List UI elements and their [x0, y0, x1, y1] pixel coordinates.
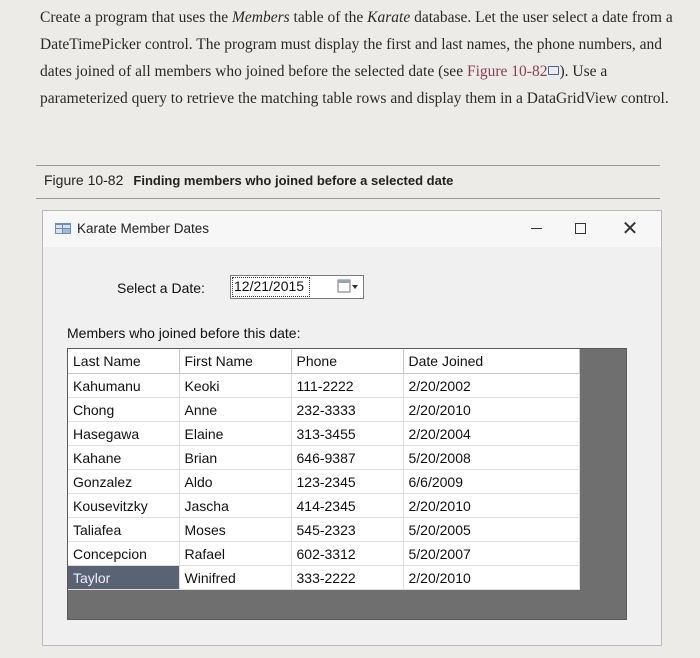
table-cell[interactable]: Taliafea [68, 518, 179, 542]
table-cell[interactable]: 414-2345 [291, 494, 403, 518]
table-cell[interactable]: 5/20/2005 [403, 518, 579, 542]
grid-label: Members who joined before this date: [67, 325, 301, 341]
problem-text [40, 4, 680, 112]
column-header[interactable]: Phone [291, 349, 403, 374]
table-cell[interactable]: Rafael [179, 542, 291, 566]
table-cell[interactable]: Brian [179, 446, 291, 470]
figure-number: Figure 10-82 [44, 172, 124, 188]
table-cell[interactable]: Kahumanu [68, 374, 179, 398]
table-cell[interactable]: Moses [179, 518, 291, 542]
database-name: Karate [367, 9, 411, 26]
maximize-icon [575, 223, 586, 234]
table-row[interactable] [68, 542, 579, 566]
table-cell[interactable]: 5/20/2007 [403, 542, 579, 566]
table-cell[interactable]: Taylor [68, 566, 179, 590]
title-bar[interactable] [43, 211, 661, 247]
column-header[interactable]: Date Joined [403, 349, 579, 374]
data-grid-view[interactable] [67, 348, 627, 620]
table-cell[interactable]: 2/20/2010 [403, 494, 579, 518]
table-row[interactable] [68, 470, 579, 494]
figure-link[interactable] [467, 63, 560, 80]
problem-text-part: Create a program that uses the [40, 9, 232, 26]
problem-text-part: ). Use a parameterized query to retrieve the matching table rows and display them in a DataGridView control. [40, 63, 669, 107]
figure-title: Finding members who joined before a selected date [133, 173, 454, 188]
close-icon: ✕ [621, 218, 639, 240]
table-cell[interactable]: 2/20/2004 [403, 422, 579, 446]
minimize-icon [531, 228, 542, 229]
table-name: Members [231, 9, 290, 26]
maximize-button[interactable] [565, 217, 595, 241]
table-row[interactable] [68, 398, 579, 422]
date-time-picker[interactable] [230, 275, 364, 299]
table-cell[interactable]: Kahane [68, 446, 179, 470]
table-cell[interactable]: 2/20/2002 [403, 374, 579, 398]
column-header[interactable]: First Name [179, 349, 291, 374]
members-table [68, 349, 580, 590]
table-cell[interactable]: 333-2222 [291, 566, 403, 590]
figure-link-label: Figure 10-82 [466, 63, 548, 80]
calendar-dropdown-icon[interactable] [337, 279, 359, 294]
grid-header-row [68, 349, 579, 374]
table-cell[interactable]: Anne [179, 398, 291, 422]
table-cell[interactable]: 2/20/2010 [403, 398, 579, 422]
table-cell[interactable]: 602-3312 [291, 542, 403, 566]
table-cell[interactable]: Elaine [179, 422, 291, 446]
table-cell[interactable]: Gonzalez [68, 470, 179, 494]
table-cell[interactable]: 646-9387 [291, 446, 403, 470]
table-cell[interactable]: Concepcion [68, 542, 179, 566]
table-cell[interactable]: Winifred [179, 566, 291, 590]
table-row[interactable] [68, 422, 579, 446]
table-cell[interactable]: Jascha [179, 494, 291, 518]
table-row[interactable] [68, 566, 579, 590]
table-cell[interactable]: 545-2323 [291, 518, 403, 542]
table-cell[interactable]: Chong [68, 398, 179, 422]
table-cell[interactable]: Keoki [179, 374, 291, 398]
table-row[interactable] [68, 494, 579, 518]
app-window [42, 210, 662, 646]
table-cell[interactable]: Hasegawa [68, 422, 179, 446]
database-form-icon [55, 222, 71, 234]
problem-text-part: table of the [289, 9, 368, 26]
table-cell[interactable]: 5/20/2008 [403, 446, 579, 470]
external-link-icon [548, 66, 559, 75]
table-cell[interactable]: 111-2222 [291, 374, 403, 398]
table-cell[interactable]: Kousevitzky [68, 494, 179, 518]
table-cell[interactable]: 313-3455 [291, 422, 403, 446]
date-value: 12/21/2015 [234, 278, 305, 294]
table-cell[interactable]: Aldo [179, 470, 291, 494]
table-row[interactable] [68, 374, 579, 398]
table-cell[interactable]: 123-2345 [291, 470, 403, 494]
problem-text-part: database. Let the user select a date from a DateTimePicker control. The program must display the first and last names, the phone numbers, and dates joined of all members who joined before the selected date (see [40, 9, 673, 80]
table-row[interactable] [68, 518, 579, 542]
table-row[interactable] [68, 446, 579, 470]
table-cell[interactable]: 6/6/2009 [403, 470, 579, 494]
caption-rule-top [36, 165, 660, 166]
close-button[interactable] [615, 217, 645, 241]
window-title: Karate Member Dates [77, 221, 210, 236]
caption-rule-bottom [36, 198, 660, 199]
table-cell[interactable]: 232-3333 [291, 398, 403, 422]
minimize-button[interactable] [521, 217, 551, 241]
figure-caption [44, 172, 453, 188]
date-label: Select a Date: [117, 280, 205, 296]
column-header[interactable]: Last Name [68, 349, 179, 374]
table-cell[interactable]: 2/20/2010 [403, 566, 579, 590]
